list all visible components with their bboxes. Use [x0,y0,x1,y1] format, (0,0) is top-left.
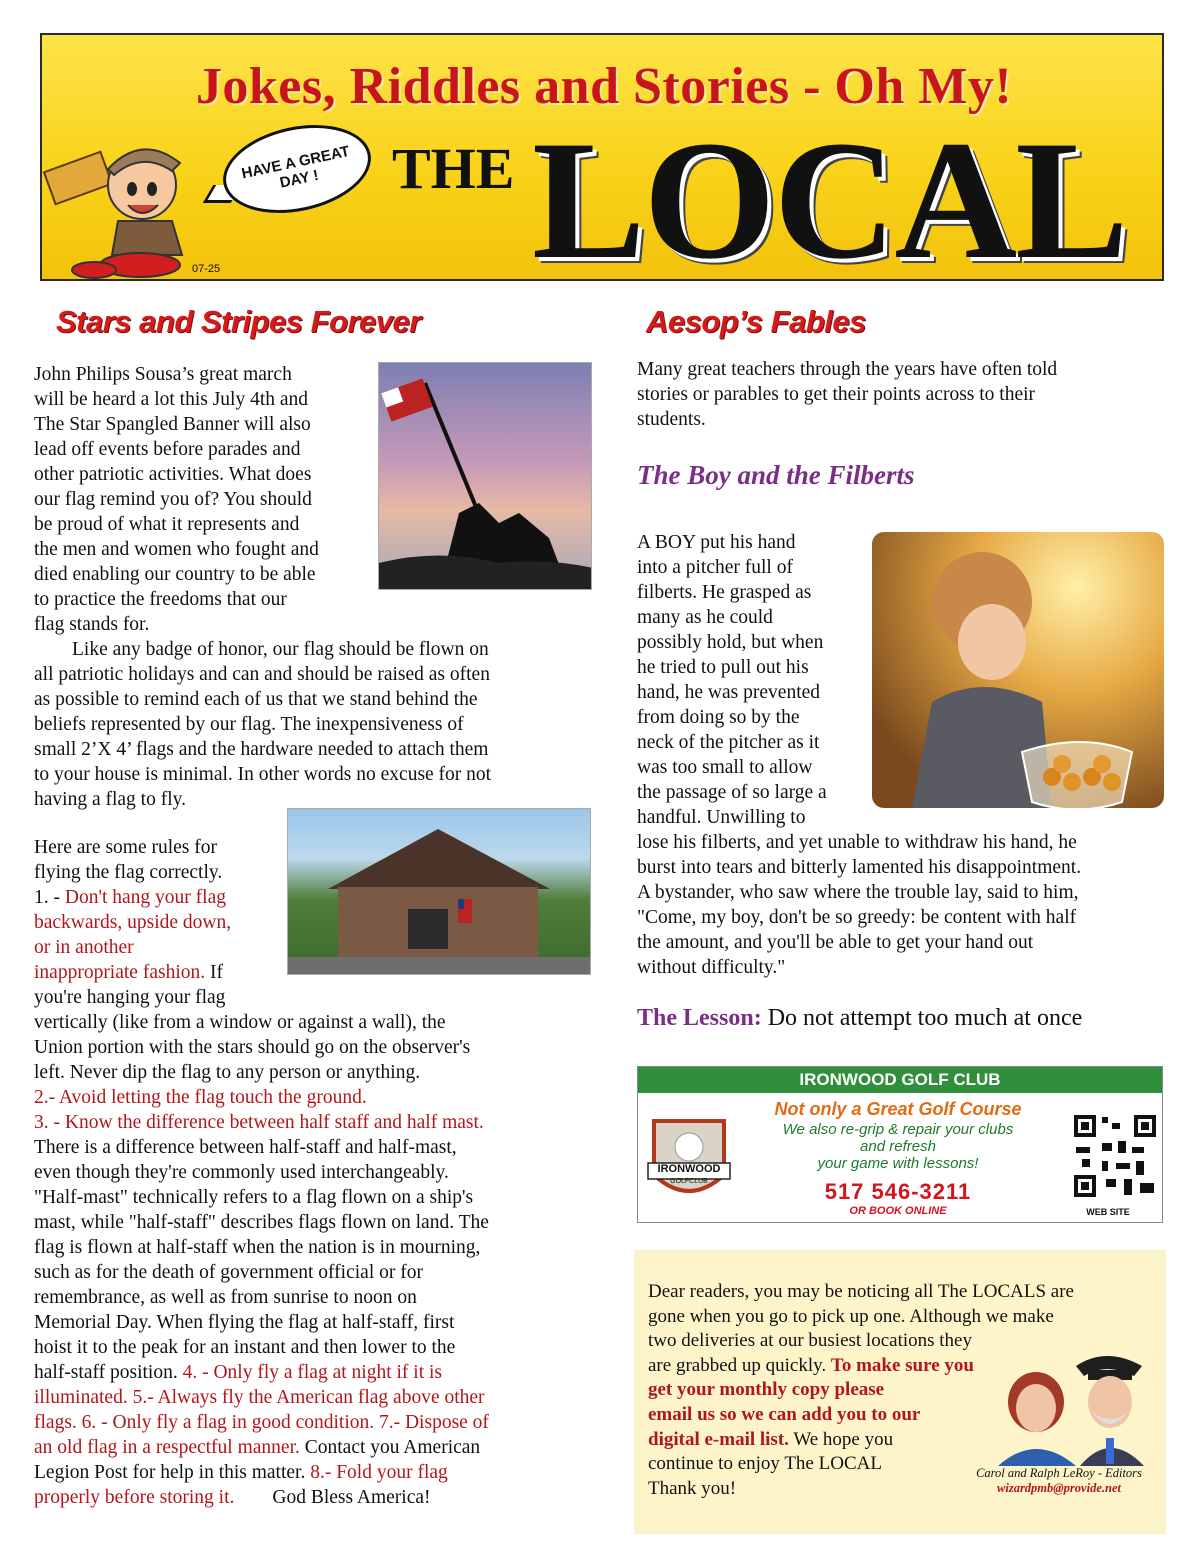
rule-body: Legion Post for help in this matter. [34,1462,311,1483]
sousa-line: the men and women who fought and [34,539,319,560]
aesop-intro [637,357,1167,432]
readers-line: two deliveries at our busiest locations they [648,1330,972,1352]
sousa-line: flag stands for. [34,614,150,635]
intro-line: Many great teachers through the years have often told [637,359,1058,380]
fable-line: from doing so by the [637,707,800,728]
readers-line: We hope you [788,1428,894,1450]
fable-line: burst into tears and bitterly lamented his disappointment. [637,857,1082,878]
stars-stripes-heading: Stars and Stripes Forever [56,304,421,339]
readers-callout: email us so we can add you to our [648,1403,921,1425]
badge-line: having a flag to fly. [34,789,186,810]
badge-line: beliefs represented by our flag. The inexpensiveness of [34,714,464,735]
fable-line: was too small to allow [637,757,813,778]
qr-code-icon[interactable] [1072,1113,1158,1199]
fable-line: the passage of so large a [637,782,827,803]
rule-text: properly before storing it. [34,1487,235,1508]
readers-line: gone when you go to pick up one. Although we make [648,1305,1054,1327]
sousa-line: to practice the freedoms that our [34,589,287,610]
rule-body: half-staff position. [34,1362,183,1383]
rule-text: an old flag in a respectful manner. [34,1437,300,1458]
badge-line: all patriotic holidays and can and should be raised as often [34,664,490,685]
editors-caption [959,1466,1159,1496]
rule-text: flags. 6. - Only fly a flag in good condition. 7.- Dispose of [34,1412,489,1433]
rule-text: 2.- Avoid letting the flag touch the ground. [34,1087,367,1108]
readers-line: Dear readers, you may be noticing all The LOCALS are [648,1281,1074,1302]
sousa-line: The Star Spangled Banner will also [34,414,311,435]
boy-filberts-photo [872,532,1164,808]
ad-tagline: Not only a Great Golf Course [774,1099,1022,1119]
fable-line: the amount, and you'll be able to get your hand out [637,932,1034,953]
ad-header: IRONWOOD GOLF CLUB [638,1067,1162,1093]
fable-line: without difficulty." [637,957,786,978]
badge-line: Like any badge of honor, our flag should be flown on [72,639,489,660]
masthead-title: Jokes, Riddles and Stories - Oh My! [195,58,1013,115]
masthead-local: LOCAL [532,106,1127,281]
sousa-line: died enabling our country to be able [34,564,316,585]
sousa-line: be proud of what it represents and [34,514,300,535]
logo-name: IRONWOOD [657,1163,721,1175]
intro-line: students. [637,409,706,430]
rule-text: backwards, upside down, [34,912,232,933]
fable-line: lose his filberts, and yet unable to withdraw his hand, he [637,832,1077,853]
rule-text: 8.- Fold your flag [310,1462,448,1483]
intro-line: stories or parables to get their points across to their [637,384,1036,405]
rule-text: 4. - Only fly a flag at night if it is [182,1362,442,1383]
rules-intro-line: flying the flag correctly. [34,862,223,883]
editors-names: Carol and Ralph LeRoy - Editors [976,1466,1142,1480]
iwo-jima-silhouette-icon [379,363,592,590]
fable-line: he tried to pull out his [637,657,809,678]
badge-line: as possible to remind each of us that we stand behind the [34,689,478,710]
badge-line: to your house is minimal. In other words no excuse for not [34,764,492,785]
aesop-heading: Aesop’s Fables [646,304,866,339]
rule-body: Contact you American [299,1437,481,1458]
boy-pitcher-icon [872,532,1164,808]
sousa-line: other patriotic activities. What does [34,464,312,485]
ad-phone[interactable]: 517 546-3211 [824,1179,972,1204]
readers-callout: To make sure you [830,1354,974,1376]
rule-text: inappropriate fashion. [34,962,206,983]
rule-body: flag is flown at half-staff when the nation is in mourning, [34,1237,481,1258]
readers-callout: digital e-mail list. [648,1428,789,1450]
lesson [637,1005,1082,1032]
readers-callout: get your monthly copy please [648,1379,885,1401]
iwo-jima-flag-photo [378,362,592,590]
ad-services-line: and refresh [860,1138,936,1155]
ad-services [728,1121,1068,1172]
fable-line: A bystander, who saw where the trouble lay, said to him, [637,882,1079,903]
logo-sub: GOLFCLUB [670,1178,708,1185]
rule-body: such as for the death of government official or for [34,1262,423,1283]
rule-body: mast, while "half-staff" describes flags flown on land. The [34,1212,489,1233]
rule-body: If [205,962,223,983]
masthead-the: THE [392,136,515,201]
rule-body: Memorial Day. When flying the flag at half-staff, first [34,1312,455,1333]
issue-number: 07-25 [192,263,221,275]
sousa-line: our flag remind you of? You should [34,489,312,510]
rule-body: left. Never dip the flag to any person or anything. [34,1062,421,1083]
readers-line: continue to enjoy The LOCAL [648,1453,882,1475]
rule-body: There is a difference between half-staff and half-mast, [34,1137,457,1158]
fable-line: many as he could [637,607,773,628]
ad-book-online[interactable]: OR BOOK ONLINE [849,1205,947,1217]
sousa-paragraph [34,362,374,637]
rule-body: Union portion with the stars should go on the observer's [34,1037,471,1058]
editors-photo [984,1346,1154,1466]
sousa-line: lead off events before parades and [34,439,301,460]
sousa-line: John Philips Sousa’s great march [34,364,292,385]
readers-line: are grabbed up quickly. [648,1354,831,1376]
rule-text: illuminated. 5.- Always fly the American flag above other [34,1387,485,1408]
fable-title: The Boy and the Filberts [637,460,915,490]
fable-line: hand, he was prevented [637,682,821,703]
rules-intro-line: Here are some rules for [34,837,217,858]
rule-text: or in another [34,937,134,958]
speech-bubble: HAVE A GREAT DAY ! [215,112,379,225]
fable-line: filberts. He grasped as [637,582,812,603]
fable-text-wide [637,830,1167,980]
readers-notice [634,1250,1166,1534]
rule-body: hoist it to the peak for an instant and then lower to the [34,1337,456,1358]
rule-body: you're hanging your flag [34,987,226,1008]
rule-body: vertically (like from a window or against a wall), the [34,1012,446,1033]
sousa-line: will be heard a lot this July 4th and [34,389,309,410]
fable-line: into a pitcher full of [637,557,793,578]
rule-text: Don't hang your flag [64,887,226,908]
badge-line: small 2’X 4’ flags and the hardware needed to attach them [34,739,489,760]
ad-services-line: your game with lessons! [817,1155,979,1172]
badge-paragraph [34,637,594,812]
fable-line: "Come, my boy, don't be so greedy: be content with half [637,907,1077,928]
fable-line: A BOY put his hand [637,532,796,553]
rule-body: "Half-mast" technically refers to a flag flown on a ship's [34,1187,474,1208]
ironwood-golf-ad[interactable] [637,1066,1163,1223]
fable-line: handful. Unwilling to [637,807,806,828]
rule-body: remembrance, as well as from sunrise to noon on [34,1287,417,1308]
rule-body: even though they're commonly used interchangeably. [34,1162,449,1183]
fable-line: possibly hold, but when [637,632,824,653]
ad-website-label: WEB SITE [1086,1207,1130,1217]
masthead [40,33,1164,281]
lesson-text: Do not attempt too much at once [761,1005,1083,1031]
closing-blessing: God Bless America! [272,1487,431,1508]
lesson-label: The Lesson: [637,1005,762,1031]
editors-email[interactable]: wizardpmb@provide.net [997,1481,1121,1495]
rule-number: 1. - [34,887,65,908]
fable-line: neck of the pitcher as it [637,732,820,753]
flag-rules [34,835,594,1510]
rule-text: 3. - Know the difference between half staff and half mast. [34,1112,484,1133]
ad-services-line: We also re-grip & repair your clubs [782,1121,1014,1138]
readers-line: Thank you! [648,1477,737,1499]
fable-text-narrow [637,530,872,830]
